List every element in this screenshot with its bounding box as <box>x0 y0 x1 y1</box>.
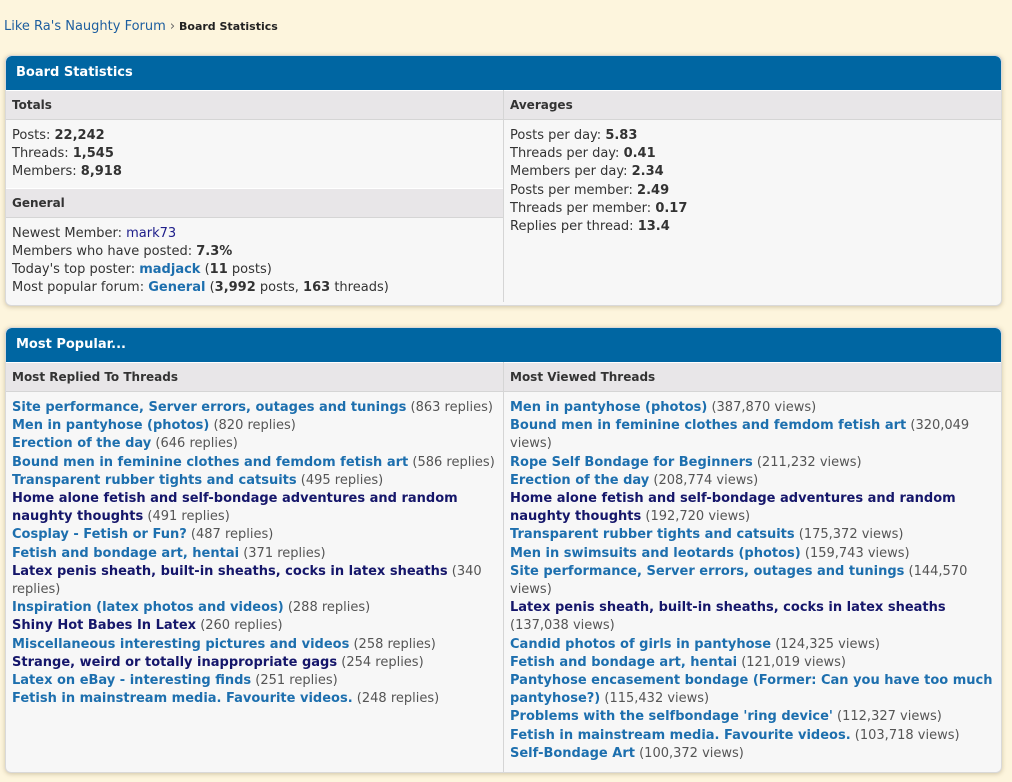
most-viewed-list <box>504 392 1001 768</box>
thread-list-item <box>12 435 497 453</box>
thread-link[interactable]: Latex penis sheath, built-in sheaths, cocks in latex sheaths <box>510 600 946 616</box>
thread-count: (863 replies) <box>410 400 493 415</box>
thread-link[interactable]: Transparent rubber tights and catsuits <box>12 472 297 488</box>
thread-list-item <box>510 526 995 544</box>
thread-count: (387,870 views) <box>711 400 817 415</box>
thread-link[interactable]: Latex on eBay - interesting finds <box>12 673 252 689</box>
thread-link[interactable]: Men in swimsuits and leotards (photos) <box>510 545 801 561</box>
thread-list-item <box>12 654 497 672</box>
thread-list-item <box>12 636 497 654</box>
thread-link[interactable]: Bound men in feminine clothes and femdom fetish art <box>12 454 409 470</box>
thread-link[interactable]: Pantyhose encasement bondage (Former: Can you have too much pantyhose?) <box>510 673 993 707</box>
thread-count: (646 replies) <box>155 436 238 452</box>
thread-list-item <box>510 490 995 526</box>
thread-link[interactable]: Miscellaneous interesting pictures and videos <box>12 636 350 652</box>
thread-link[interactable]: Site performance, Server errors, outages and tunings <box>510 563 905 579</box>
breadcrumb-current: Board Statistics <box>179 20 278 33</box>
thread-count: (487 replies) <box>190 527 274 543</box>
avg-posts-per-day: Posts per day: 5.83 <box>510 128 638 143</box>
thread-count: (211,232 views) <box>756 454 862 470</box>
thread-count: (288 replies) <box>287 600 371 616</box>
thread-count: (254 replies) <box>341 654 424 670</box>
thread-count: (491 replies) <box>147 509 230 525</box>
thread-link[interactable]: Site performance, Server errors, outages and tunings <box>12 400 407 415</box>
thread-count: (258 replies) <box>353 636 436 652</box>
thread-list-item <box>12 690 497 708</box>
thread-count: (192,720 views) <box>645 509 751 525</box>
stat-top-poster: Today's top poster: madjack (11 posts) <box>12 261 272 277</box>
newest-member-link[interactable]: mark73 <box>126 225 177 241</box>
thread-list-item <box>510 599 995 635</box>
thread-count: (121,019 views) <box>741 654 846 670</box>
thread-link[interactable]: Inspiration (latex photos and videos) <box>12 600 284 616</box>
thread-count: (340 replies) <box>12 563 482 598</box>
thread-list-item <box>12 399 497 417</box>
thread-count: (248 replies) <box>356 691 440 707</box>
breadcrumb-home-link[interactable]: Like Ra's Naughty Forum <box>4 19 166 34</box>
breadcrumb-separator: › <box>169 19 176 34</box>
thread-link[interactable]: Rope Self Bondage for Beginners <box>510 454 753 470</box>
thread-list-item <box>510 672 995 708</box>
thread-list-item <box>12 672 497 690</box>
averages-column <box>504 90 1001 302</box>
thread-count: (175,372 views) <box>798 527 904 543</box>
thread-link[interactable]: Transparent rubber tights and catsuits <box>510 527 795 543</box>
stat-threads: Threads: 1,545 <box>12 146 114 162</box>
thread-count: (137,038 views) <box>510 618 615 634</box>
thread-list-item <box>510 708 995 726</box>
thread-count: (124,325 views) <box>775 636 880 652</box>
thread-list-item <box>12 617 497 635</box>
top-poster-link[interactable]: madjack <box>139 261 201 277</box>
thread-count: (260 replies) <box>200 618 283 634</box>
thread-link[interactable]: Home alone fetish and self-bondage adventures and random naughty thoughts <box>12 491 458 525</box>
thread-link[interactable]: Shiny Hot Babes In Latex <box>12 618 197 634</box>
thread-link[interactable]: Men in pantyhose (photos) <box>510 400 708 415</box>
avg-members-per-day: Members per day: 2.34 <box>510 164 664 180</box>
thread-list-item <box>510 399 995 417</box>
most-viewed-heading: Most Viewed Threads <box>504 362 1001 392</box>
thread-list-item <box>510 727 995 745</box>
thread-list-item <box>510 472 995 490</box>
totals-heading: Totals <box>6 90 503 120</box>
thread-count: (144,570 views) <box>510 563 968 598</box>
thread-count: (251 replies) <box>255 673 338 689</box>
thread-list-item <box>12 454 497 472</box>
thread-list-item <box>12 526 497 544</box>
breadcrumb <box>4 19 278 34</box>
thread-link[interactable]: Problems with the selfbondage 'ring device' <box>510 709 833 725</box>
thread-link[interactable]: Men in pantyhose (photos) <box>12 418 210 434</box>
thread-count: (371 replies) <box>243 545 326 561</box>
most-replied-column <box>6 362 504 772</box>
thread-count: (320,049 views) <box>510 418 970 452</box>
thread-link[interactable]: Fetish in mainstream media. Favourite videos. <box>12 691 353 707</box>
thread-link[interactable]: Erection of the day <box>12 436 152 452</box>
thread-count: (100,372 views) <box>639 745 744 761</box>
thread-list-item <box>12 599 497 617</box>
thread-link[interactable]: Erection of the day <box>510 472 650 488</box>
thread-count: (208,774 views) <box>653 472 759 488</box>
thread-link[interactable]: Cosplay - Fetish or Fun? <box>12 527 187 543</box>
thread-list-item <box>12 563 497 599</box>
thread-count: (115,432 views) <box>604 691 710 707</box>
most-popular-panel <box>5 327 1002 773</box>
thread-count: (103,718 views) <box>854 727 960 743</box>
most-popular-title: Most Popular... <box>6 328 1001 362</box>
avg-threads-per-member: Threads per member: 0.17 <box>510 200 688 216</box>
thread-list-item <box>12 472 497 490</box>
stat-members-posted: Members who have posted: 7.3% <box>12 243 233 259</box>
thread-link[interactable]: Bound men in feminine clothes and femdom fetish art <box>510 418 907 434</box>
thread-count: (495 replies) <box>300 472 384 488</box>
thread-link[interactable]: Strange, weird or totally inappropriate gags <box>12 654 338 670</box>
totals-column <box>6 90 504 302</box>
stat-posts: Posts: 22,242 <box>12 128 105 143</box>
popular-forum-link[interactable]: General <box>148 280 206 296</box>
thread-count: (159,743 views) <box>804 545 910 561</box>
avg-posts-per-member: Posts per member: 2.49 <box>510 182 670 198</box>
thread-list-item <box>510 454 995 472</box>
most-viewed-column <box>504 362 1001 772</box>
thread-list-item <box>12 490 497 526</box>
stat-members: Members: 8,918 <box>12 164 122 180</box>
thread-list-item <box>510 654 995 672</box>
most-replied-list <box>6 392 503 713</box>
thread-link[interactable]: Self-Bondage Art <box>510 745 635 761</box>
thread-list-item <box>510 563 995 599</box>
stat-newest-member: Newest Member: mark73 <box>12 225 177 241</box>
general-heading: General <box>6 188 503 218</box>
avg-threads-per-day: Threads per day: 0.41 <box>510 146 656 162</box>
thread-link[interactable]: Candid photos of girls in pantyhose <box>510 636 772 652</box>
avg-replies-per-thread: Replies per thread: 13.4 <box>510 218 670 234</box>
thread-list-item <box>510 636 995 654</box>
averages-heading: Averages <box>504 90 1001 120</box>
thread-list-item <box>510 545 995 563</box>
thread-link[interactable]: Fetish in mainstream media. Favourite videos. <box>510 727 851 743</box>
board-statistics-title: Board Statistics <box>6 56 1001 90</box>
thread-count: (586 replies) <box>412 454 495 470</box>
most-replied-heading: Most Replied To Threads <box>6 362 503 392</box>
thread-link[interactable]: Fetish and bondage art, hentai <box>12 545 240 561</box>
thread-list-item <box>12 417 497 435</box>
board-statistics-panel <box>5 55 1002 306</box>
thread-list-item <box>510 745 995 763</box>
thread-link[interactable]: Home alone fetish and self-bondage adventures and random naughty thoughts <box>510 491 956 525</box>
thread-count: (112,327 views) <box>837 709 942 725</box>
stat-popular-forum: Most popular forum: General (3,992 posts, 163 threads) <box>12 280 389 296</box>
thread-list-item <box>12 545 497 563</box>
thread-link[interactable]: Latex penis sheath, built-in sheaths, cocks in latex sheaths <box>12 563 448 579</box>
thread-list-item <box>510 417 995 453</box>
thread-count: (820 replies) <box>213 418 296 434</box>
thread-link[interactable]: Fetish and bondage art, hentai <box>510 654 738 670</box>
